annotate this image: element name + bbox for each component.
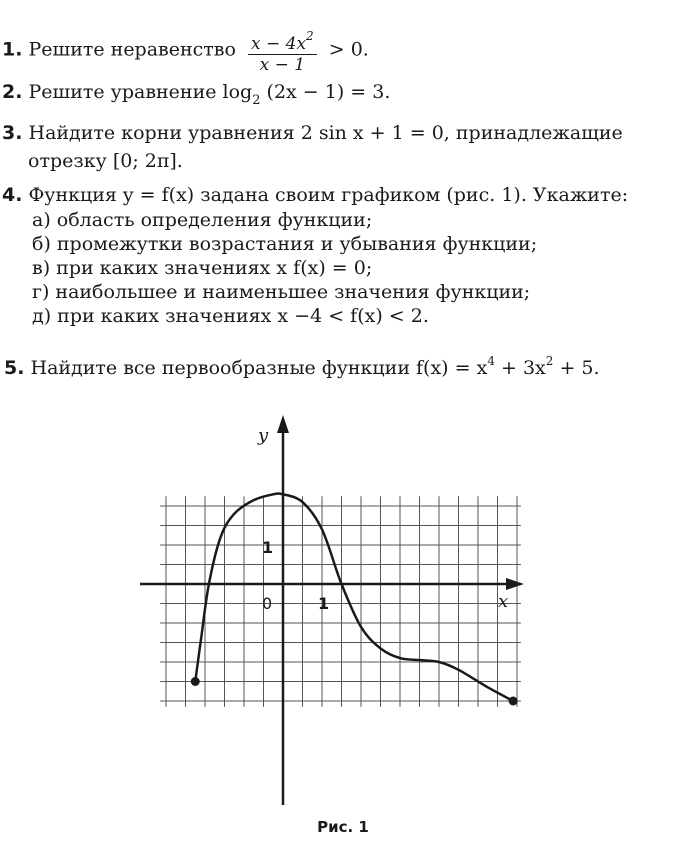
list-item: д) при каких значениях x −4 < f(x) < 2.: [32, 305, 429, 327]
task-tail: (2x − 1) = 3.: [266, 81, 391, 103]
list-item: в) при каких значениях x f(x) = 0;: [32, 257, 373, 279]
x-tick-label: 1: [318, 594, 330, 613]
fraction-numerator: $x - 4x^2$: [248, 26, 317, 55]
task-tail: + 5.: [559, 357, 600, 379]
list-item: б) промежутки возрастания и убывания функции;: [32, 233, 538, 255]
task-text-line-1: Найдите корни уравнения 2 sin x + 1 = 0, принадлежащие: [28, 122, 623, 144]
list-item: а) область определения функции;: [32, 209, 373, 231]
fraction: [248, 26, 317, 75]
exponent: 2: [545, 354, 554, 368]
task-number: 2.: [2, 81, 23, 103]
task-mid: + 3x: [494, 357, 546, 379]
task-3-line-2: отрезку [0; 2π].: [28, 150, 183, 172]
y-axis-arrow: [277, 415, 289, 433]
axes: [140, 415, 524, 805]
endpoint-dot: [191, 677, 200, 686]
task-number: 1.: [2, 38, 23, 61]
task-4-items: [32, 208, 537, 328]
exponent: 4: [487, 354, 495, 368]
fraction-denominator: x − 1: [259, 55, 306, 75]
task-number: 3.: [2, 122, 23, 144]
task-text: Решите уравнение log: [28, 81, 253, 103]
y-tick-label: 1: [262, 538, 274, 557]
origin-label: 0: [262, 594, 273, 613]
task-number: 4.: [2, 184, 23, 206]
function-graph: [140, 405, 540, 815]
function-curve: [195, 493, 513, 701]
task-2: [2, 79, 390, 114]
task-4: [2, 182, 628, 208]
list-item: г) наибольшее и наименьшее значения функции;: [32, 281, 531, 303]
task-intro: Функция y = f(x) задана своим графиком (рис. 1). Укажите:: [28, 184, 629, 206]
task-3: [2, 120, 623, 146]
task-text: Решите неравенство: [28, 38, 236, 61]
task-tail: > 0.: [328, 38, 369, 61]
x-axis-arrow: [506, 578, 524, 590]
endpoint-dot: [509, 697, 518, 706]
task-1: [2, 26, 369, 75]
x-axis-label: x: [498, 591, 509, 612]
y-axis-label: y: [258, 425, 269, 446]
task-text: Найдите все первообразные функции f(x) = x: [30, 357, 488, 379]
task-number: 5.: [4, 357, 25, 379]
log-base: 2: [252, 93, 261, 108]
task-5: [4, 348, 600, 381]
figure-caption: Рис. 1: [317, 818, 369, 836]
